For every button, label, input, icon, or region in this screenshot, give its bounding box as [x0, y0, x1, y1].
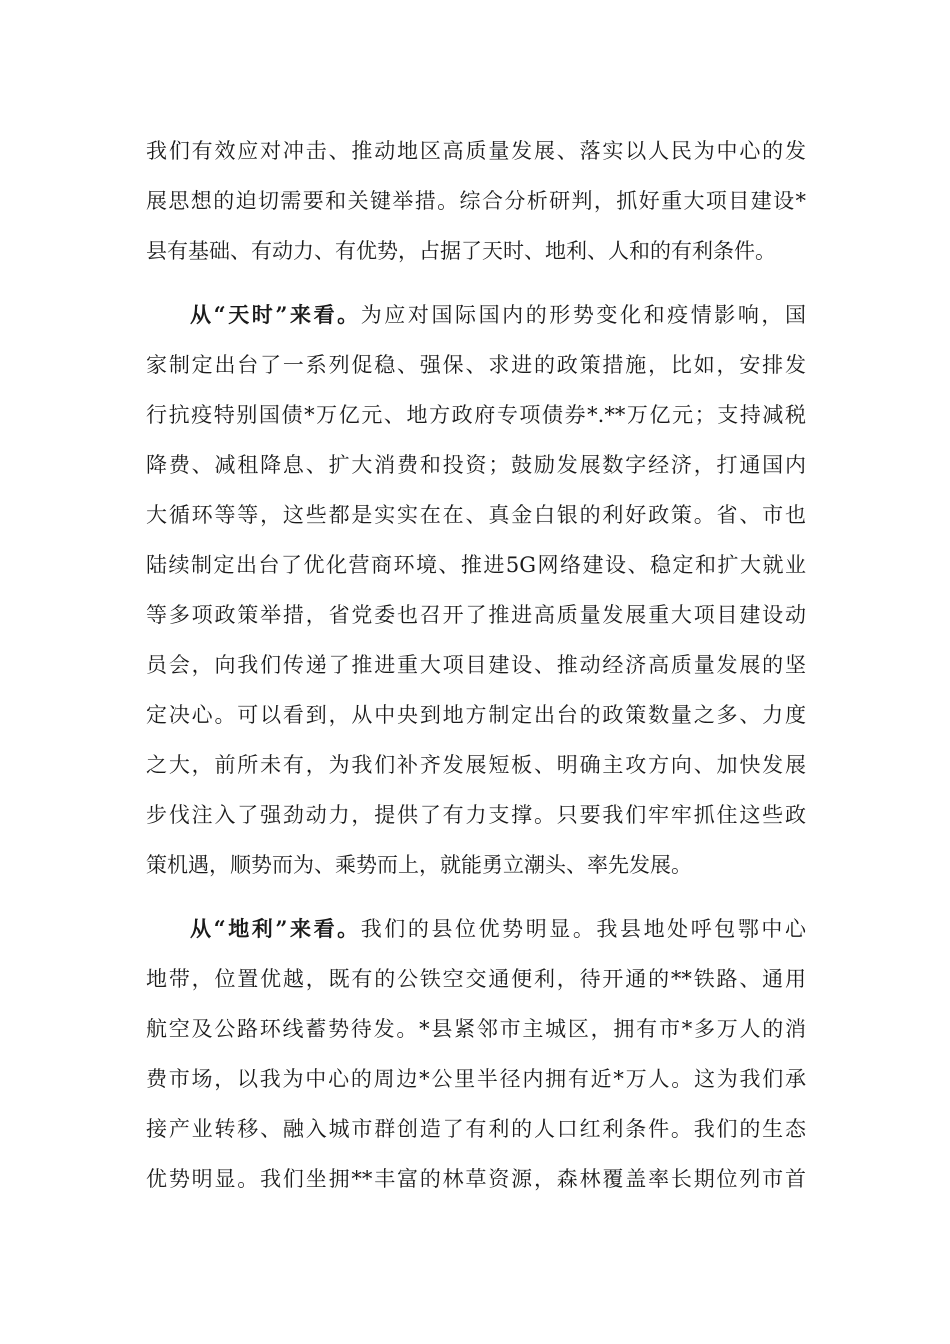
paragraph-line: 航空及公路环线蓄势待发。*县紧邻市主城区，拥有市*多万人的消 [146, 1017, 806, 1041]
paragraph-line: 大循环等等，这些都是实实在在、真金白银的利好政策。省、市也 [146, 503, 806, 527]
paragraph-line: 陆续制定出台了优化营商环境、推进5G网络建设、稳定和扩大就业 [146, 553, 806, 577]
paragraph-3 [146, 904, 806, 1204]
paragraph-first-line [146, 290, 806, 340]
paragraph-line: 员会，向我们传递了推进重大项目建设、推动经济高质量发展的坚 [146, 653, 806, 677]
paragraph-line: 接产业转移、融入城市群创造了有利的人口红利条件。我们的生态 [146, 1117, 806, 1141]
paragraph-line: 地带，位置优越，既有的公铁空交通便利，待开通的**铁路、通用 [146, 967, 806, 991]
paragraph-spacer [146, 890, 806, 904]
paragraph-heading: 从“天时”来看。 [190, 302, 361, 327]
paragraph-line: 策机遇，顺势而为、乘势而上，就能勇立潮头、率先发展。 [146, 853, 692, 877]
paragraph-line: 定决心。可以看到，从中央到地方制定出台的政策数量之多、力度 [146, 703, 806, 727]
paragraph-line-text: 为应对国际国内的形势变化和疫情影响，国 [360, 303, 806, 327]
paragraph-line: 降费、减租降息、扩大消费和投资；鼓励发展数字经济，打通国内 [146, 453, 806, 477]
paragraph-first-line [146, 904, 806, 954]
paragraph-line: 我们有效应对冲击、推动地区高质量发展、落实以人民为中心的发 [146, 139, 806, 163]
paragraph-line: 县有基础、有动力、有优势，占据了天时、地利、人和的有利条件。 [146, 239, 776, 263]
paragraph-line: 费市场，以我为中心的周边*公里半径内拥有近*万人。这为我们承 [146, 1067, 806, 1091]
paragraph-spacer [146, 276, 806, 290]
paragraph-1 [146, 126, 806, 276]
paragraph-line: 家制定出台了一系列促稳、强保、求进的政策措施，比如，安排发 [146, 353, 806, 377]
document-body [146, 126, 806, 1204]
paragraph-line: 行抗疫特别国债*万亿元、地方政府专项债券*.**万亿元；支持减税 [146, 403, 806, 427]
paragraph-line-text: 我们的县位优势明显。我县地处呼包鄂中心 [360, 917, 806, 941]
paragraph-line: 之大，前所未有，为我们补齐发展短板、明确主攻方向、加快发展 [146, 753, 806, 777]
paragraph-line: 步伐注入了强劲动力，提供了有力支撑。只要我们牢牢抓住这些政 [146, 803, 806, 827]
paragraph-line: 等多项政策举措，省党委也召开了推进高质量发展重大项目建设动 [146, 603, 806, 627]
paragraph-2 [146, 290, 806, 890]
paragraph-heading: 从“地利”来看。 [190, 916, 361, 941]
paragraph-line: 优势明显。我们坐拥**丰富的林草资源，森林覆盖率长期位列市首 [146, 1167, 806, 1191]
paragraph-line: 展思想的迫切需要和关键举措。综合分析研判，抓好重大项目建设* [146, 189, 806, 213]
